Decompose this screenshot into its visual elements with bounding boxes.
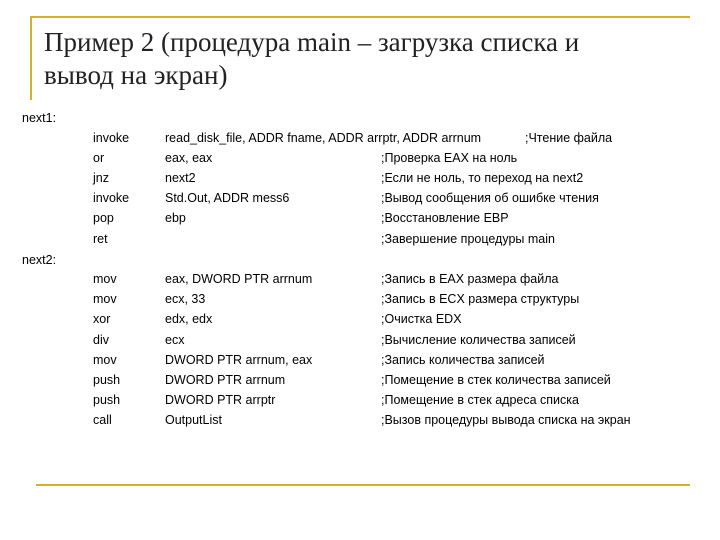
code-comment: ;Завершение процедуры main	[381, 232, 555, 246]
code-arg: DWORD PTR arrptr	[165, 393, 276, 407]
code-op: invoke	[93, 131, 130, 145]
code-arg: eax, DWORD PTR arrnum	[165, 272, 313, 286]
code-comment: ;Запись в ECX размера структуры	[381, 292, 580, 306]
code-arg: ecx	[165, 333, 185, 347]
code-line	[0, 352, 720, 372]
title-line-2: вывод на экран)	[44, 60, 228, 90]
code-line	[0, 170, 720, 190]
code-arg: read_disk_file, ADDR fname, ADDR arrptr, ADDR arrnum	[165, 131, 482, 145]
code-arg: ecx, 33	[165, 292, 206, 306]
code-arg: OutputList	[165, 413, 222, 427]
code-comment: ;Очистка EDX	[381, 312, 462, 326]
bottom-rule	[36, 484, 690, 486]
code-op: ret	[93, 232, 108, 246]
code-line	[0, 412, 720, 432]
code-op: pop	[93, 211, 114, 225]
code-op: mov	[93, 353, 117, 367]
code-line	[0, 130, 720, 150]
code-op: call	[93, 413, 112, 427]
code-arg: ebp	[165, 211, 186, 225]
code-comment: ;Восстановление EBP	[381, 211, 509, 225]
label-next2: next2:	[22, 253, 57, 267]
code-op: invoke	[93, 191, 130, 205]
code-op: push	[93, 393, 121, 407]
code-op: mov	[93, 272, 117, 286]
code-arg: DWORD PTR arrnum	[165, 373, 286, 387]
code-arg: Std.Out, ADDR mess6	[165, 191, 290, 205]
label-next1: next1:	[22, 111, 57, 125]
code-comment: ;Если не ноль, то переход на next2	[381, 171, 584, 185]
code-line	[0, 332, 720, 352]
code-line	[0, 392, 720, 412]
code-arg: DWORD PTR arrnum, eax	[165, 353, 313, 367]
code-line	[0, 271, 720, 291]
code-op: xor	[93, 312, 111, 326]
code-op: div	[93, 333, 109, 347]
code-line	[0, 311, 720, 331]
code-comment: ;Помещение в стек количества записей	[381, 373, 611, 387]
code-line	[0, 291, 720, 311]
code-op: jnz	[93, 171, 109, 185]
title-line-1: Пример 2 (процедура main – загрузка списка и	[44, 27, 580, 57]
code-line	[0, 372, 720, 392]
code-comment: ;Помещение в стек адреса списка	[381, 393, 579, 407]
code-line	[0, 190, 720, 210]
code-comment: ;Вывод сообщения об ошибке чтения	[381, 191, 599, 205]
code-comment: ;Вычисление количества записей	[381, 333, 576, 347]
code-comment: ;Чтение файла	[525, 131, 613, 145]
code-comment: ;Проверка EAX на ноль	[381, 151, 518, 165]
code-arg: edx, edx	[165, 312, 213, 326]
code-op: push	[93, 373, 121, 387]
code-line	[0, 231, 720, 251]
code-comment: ;Вызов процедуры вывода списка на экран	[381, 413, 631, 427]
code-arg: next2	[165, 171, 196, 185]
code-op: or	[93, 151, 105, 165]
code-arg: eax, eax	[165, 151, 213, 165]
code-comment: ;Запись в EAX размера файла	[381, 272, 559, 286]
code-line	[0, 210, 720, 230]
code-op: mov	[93, 292, 117, 306]
code-comment: ;Запись количества записей	[381, 353, 545, 367]
code-line	[0, 150, 720, 170]
